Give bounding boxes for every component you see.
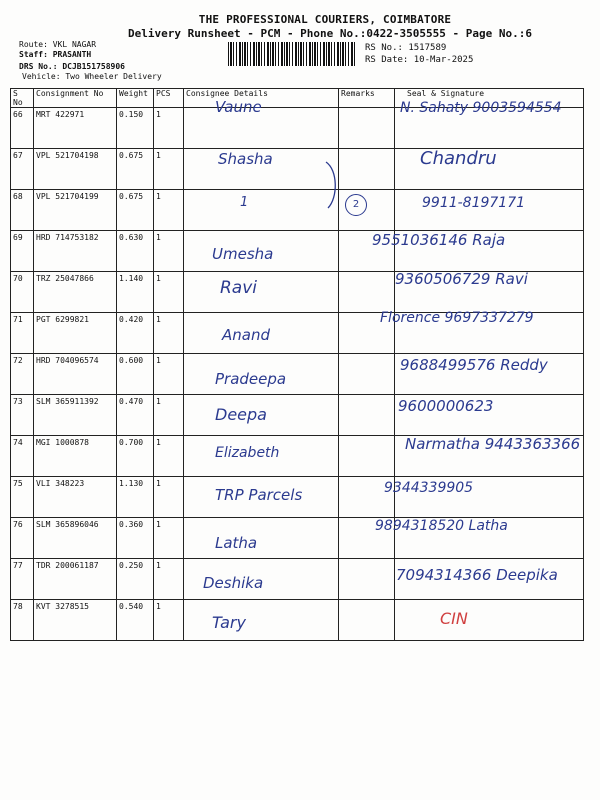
row-consignment-no: HRD 714753182 (34, 231, 117, 272)
row-sno: 75 (11, 477, 34, 518)
handwritten-consignee: Umesha (212, 244, 274, 263)
row-consignee-cell (184, 518, 339, 559)
handwritten-signature: 9894318520 Latha (375, 518, 508, 534)
row-sno: 73 (11, 395, 34, 436)
row-consignment-no: TDR 200061187 (34, 559, 117, 600)
table-row (11, 395, 584, 436)
staff-label: Staff: PRASANTH (19, 50, 92, 59)
handwritten-signature: 7094314366 Deepika (396, 565, 558, 584)
table-row (11, 149, 584, 190)
row-remarks-cell (339, 600, 395, 641)
row-consignee-cell (184, 600, 339, 641)
row-pcs: 1 (154, 108, 184, 149)
col-sno: S No (11, 89, 34, 108)
row-consignment-no: KVT 3278515 (34, 600, 117, 641)
row-remarks-cell (339, 149, 395, 190)
row-consignment-no: SLM 365911392 (34, 395, 117, 436)
row-consignee-cell (184, 190, 339, 231)
row-weight: 0.540 (117, 600, 154, 641)
handwritten-signature: 9911-8197171 (422, 195, 526, 212)
col-consignment: Consignment No (34, 89, 117, 108)
row-pcs: 1 (154, 477, 184, 518)
handwritten-consignee: Anand (222, 326, 270, 344)
col-weight: Weight (117, 89, 154, 108)
handwritten-consignee: Vaune (215, 98, 262, 116)
row-sno: 78 (11, 600, 34, 641)
table-row (11, 600, 584, 641)
handwritten-consignee: Deshika (203, 573, 264, 592)
handwritten-consignee: 1 (240, 195, 249, 211)
remarks-bracket-mark (322, 160, 342, 210)
col-remarks: Remarks (339, 89, 395, 108)
row-weight: 0.675 (117, 149, 154, 190)
row-remarks-cell (339, 354, 395, 395)
col-signature: Seal & Signature (395, 89, 584, 108)
row-consignment-no: MRT 422971 (34, 108, 117, 149)
handwritten-consignee: Deepa (215, 405, 267, 425)
row-pcs: 1 (154, 600, 184, 641)
handwritten-signature: 9344339905 (384, 480, 474, 497)
row-remarks-cell (339, 559, 395, 600)
document-subtitle: Delivery Runsheet - PCM - Phone No.:0422-3505555 - Page No.:6 (128, 27, 532, 40)
handwritten-signature: Florence 9697337279 (380, 310, 534, 326)
row-consignment-no: TRZ 25047866 (34, 272, 117, 313)
row-sno: 66 (11, 108, 34, 149)
row-weight: 1.140 (117, 272, 154, 313)
col-consignee: Consignee Details (184, 89, 339, 108)
row-weight: 0.600 (117, 354, 154, 395)
handwritten-signature: 9688499576 Reddy (400, 355, 548, 374)
row-consignment-no: PGT 6299821 (34, 313, 117, 354)
row-sno: 74 (11, 436, 34, 477)
row-sno: 69 (11, 231, 34, 272)
row-signature-cell (395, 600, 584, 641)
handwritten-consignee: Shasha (218, 149, 273, 168)
vehicle-label: Vehicle: Two Wheeler Delivery (22, 72, 162, 81)
row-pcs: 1 (154, 518, 184, 559)
handwritten-signature: 9360506729 Ravi (395, 270, 528, 289)
handwritten-signature: N. Sahaty 9003594554 (400, 100, 562, 116)
row-pcs: 1 (154, 190, 184, 231)
row-consignment-no: VPL 521704198 (34, 149, 117, 190)
rs-date: RS Date: 10-Mar-2025 (365, 55, 474, 65)
row-pcs: 1 (154, 436, 184, 477)
row-sno: 68 (11, 190, 34, 231)
row-weight: 0.700 (117, 436, 154, 477)
row-pcs: 1 (154, 272, 184, 313)
remarks-note: 2 (345, 194, 367, 216)
handwritten-signature: CIN (440, 609, 468, 629)
row-sno: 77 (11, 559, 34, 600)
row-sno: 76 (11, 518, 34, 559)
row-sno: 72 (11, 354, 34, 395)
document-title: THE PROFESSIONAL COURIERS, COIMBATORE (198, 13, 452, 26)
handwritten-consignee: Ravi (220, 278, 258, 299)
row-weight: 1.130 (117, 477, 154, 518)
row-consignee-cell (184, 272, 339, 313)
row-pcs: 1 (154, 395, 184, 436)
row-sno: 71 (11, 313, 34, 354)
row-remarks-cell (339, 436, 395, 477)
row-consignment-no: HRD 704096574 (34, 354, 117, 395)
row-weight: 0.630 (117, 231, 154, 272)
row-weight: 0.420 (117, 313, 154, 354)
row-pcs: 1 (154, 231, 184, 272)
row-pcs: 1 (154, 354, 184, 395)
handwritten-consignee: Elizabeth (215, 444, 280, 461)
row-consignment-no: VLI 348223 (34, 477, 117, 518)
route-label: Route: VKL NAGAR (19, 40, 97, 49)
row-remarks-cell (339, 108, 395, 149)
row-sno: 67 (11, 149, 34, 190)
row-weight: 0.675 (117, 190, 154, 231)
row-pcs: 1 (154, 149, 184, 190)
rs-no: RS No.: 1517589 (365, 43, 447, 53)
row-weight: 0.470 (117, 395, 154, 436)
handwritten-consignee: Latha (215, 534, 258, 552)
row-remarks-cell (339, 272, 395, 313)
handwritten-signature: Narmatha 9443363366 (405, 434, 581, 453)
row-remarks-cell (339, 395, 395, 436)
row-pcs: 1 (154, 559, 184, 600)
col-pcs: PCS (154, 89, 184, 108)
row-sno: 70 (11, 272, 34, 313)
row-consignment-no: VPL 521704199 (34, 190, 117, 231)
drs-label: DRS No.: DCJB151758906 (19, 62, 125, 71)
handwritten-signature: Chandru (420, 147, 497, 169)
row-consignment-no: SLM 365896046 (34, 518, 117, 559)
handwritten-signature: 9600000623 (398, 397, 494, 416)
row-weight: 0.150 (117, 108, 154, 149)
handwritten-consignee: Pradeepa (215, 369, 287, 388)
handwritten-signature: 9551036146 Raja (372, 230, 506, 249)
row-weight: 0.250 (117, 559, 154, 600)
barcode (228, 42, 356, 66)
row-pcs: 1 (154, 313, 184, 354)
handwritten-consignee: Tary (212, 613, 246, 633)
handwritten-consignee: TRP Parcels (215, 486, 303, 505)
row-weight: 0.360 (117, 518, 154, 559)
row-consignment-no: MGI 1000878 (34, 436, 117, 477)
